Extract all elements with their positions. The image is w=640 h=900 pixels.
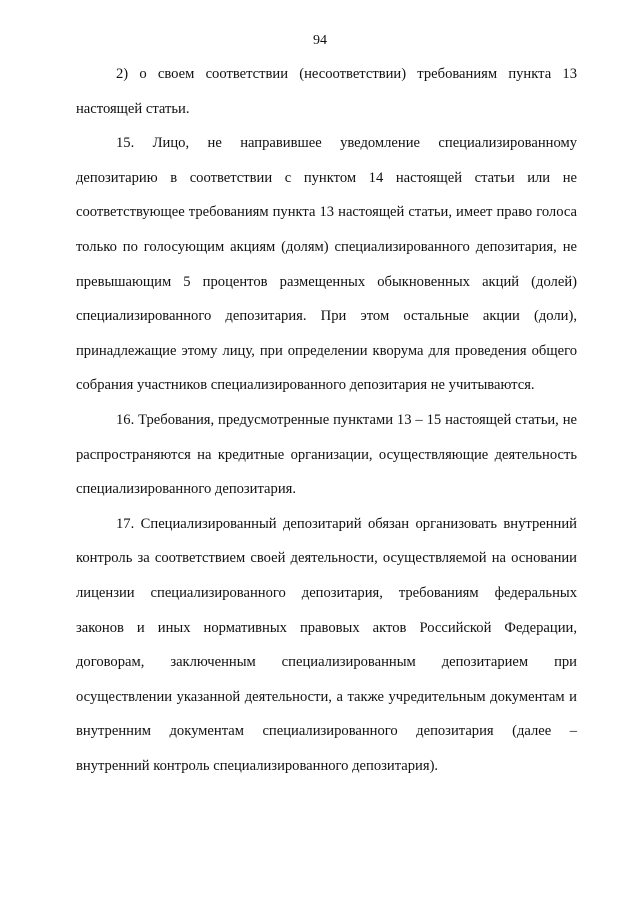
paragraph-item-2: 2) о своем соответствии (несоответствии) требованиям пункта 13 настоящей статьи. bbox=[76, 66, 577, 117]
paragraph-item-17: 17. Специализированный депозитарий обязан организовать внутренний контроль за соответствием своей деятельности, осуществляемой на основании лицензии специализированного депозитария, требованиям федеральных законов и иных нормативных правовых актов Российской Федерации, договорам, заключенным специализированным депозитарием при осуществлении указанной деятельности, а также учредительным документам и внутренним документам специализированного депозитария (далее – внутренний контроль специализированного депозитария). bbox=[76, 515, 577, 774]
paragraph-item-16: 16. Требования, предусмотренные пунктами 13 – 15 настоящей статьи, не распространяются на кредитные организации, осуществляющие деятельность специализированного депозитария. bbox=[76, 411, 577, 498]
page-number: 94 bbox=[313, 33, 327, 48]
paragraph-item-15: 15. Лицо, не направившее уведомление специализированному депозитарию в соответствии с пунктом 14 настоящей статьи или не соответствующее требованиям пункта 13 настоящей статьи, имеет право голоса только по голосующим акциям (долям) специализированного депозитария, не превышающим 5 процентов размещенных обыкновенных акций (долей) специализированного депозитария. При этом остальные акции (доли), принадлежащие этому лицу, при определении кворума для проведения общего собрания участников специализированного депозитария не учитываются. bbox=[76, 135, 577, 394]
document-body bbox=[76, 57, 577, 783]
